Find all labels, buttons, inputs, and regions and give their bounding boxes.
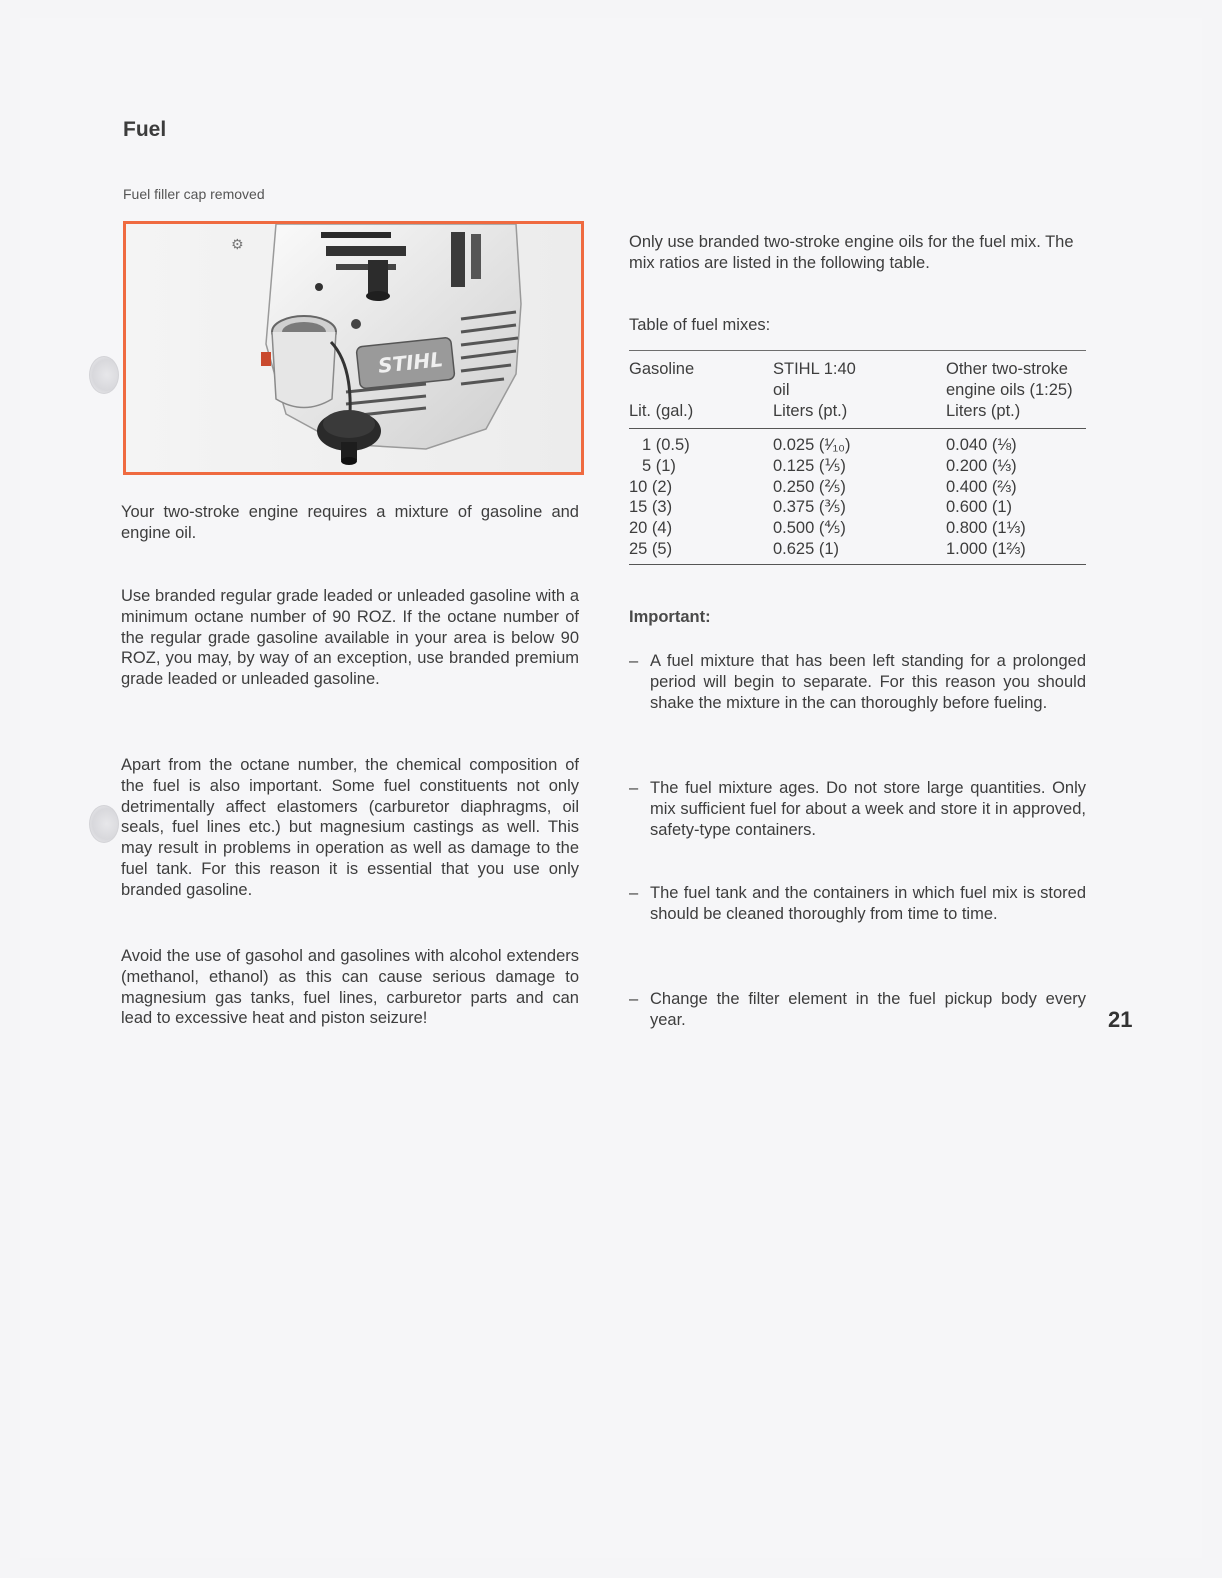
- fuel-cap-photo: [123, 221, 584, 475]
- table-row: [629, 497, 1086, 518]
- stihl-logo: STIHL: [376, 347, 445, 378]
- cell-stihl-oil: 0.250 (⅖): [773, 477, 846, 496]
- cell-other-oil: 1.000 (1⅔): [946, 539, 1026, 558]
- page-title: Fuel: [123, 118, 167, 141]
- cell-other-oil: 0.040 (⅛): [946, 436, 1017, 454]
- bullet-text: Change the filter element in the fuel pickup body every year.: [650, 990, 1086, 1029]
- fuel-mix-table: [629, 350, 1086, 565]
- important-heading: Important:: [629, 608, 711, 626]
- cell-other-oil: 0.400 (⅔): [946, 477, 1017, 496]
- paragraph-octane: Use branded regular grade leaded or unleaded gasoline with a minimum octane number of 90 ROZ. If the octane number of the regular grade gasoline available in your area is below 90 ROZ, you may, by way of an exception, use branded premium grade leaded or unleaded gasoline.: [121, 587, 579, 689]
- binder-hole-top: [89, 356, 119, 394]
- cell-stihl-oil: 0.375 (⅗): [773, 498, 846, 517]
- table-row: [629, 477, 1086, 498]
- cell-other-oil: 0.200 (⅓): [946, 456, 1017, 475]
- table-title: Table of fuel mixes:: [629, 316, 771, 334]
- table-row: [629, 435, 1086, 456]
- cell-gasoline: 10 (2): [629, 477, 673, 496]
- svg-text:⚙: ⚙: [231, 237, 244, 253]
- cell-gasoline: 15 (3): [629, 498, 673, 517]
- paragraph-mixture: Your two-stroke engine requires a mixture of gasoline and engine oil.: [121, 503, 579, 542]
- cell-gasoline: 20 (4): [629, 519, 673, 538]
- cell-stihl-oil: 0.625 (1): [773, 539, 840, 558]
- cell-other-oil: 0.600 (1): [946, 498, 1013, 517]
- list-item: [629, 651, 1086, 713]
- page-number: 21: [1108, 1007, 1133, 1032]
- figure-caption: Fuel filler cap removed: [123, 186, 265, 202]
- paragraph-oil-intro: Only use branded two-stroke engine oils for the fuel mix. The mix ratios are listed in the following table.: [629, 233, 1074, 272]
- table-row: [629, 456, 1086, 477]
- cell-stihl-oil: 0.500 (⅘): [773, 519, 846, 538]
- bullet-dash: –: [629, 990, 639, 1008]
- bullet-dash: –: [629, 884, 639, 902]
- bullet-text: The fuel tank and the containers in which fuel mix is stored should be cleaned thoroughly from time to time.: [650, 884, 1086, 923]
- cell-stihl-oil: 0.125 (⅕): [773, 456, 846, 475]
- table-body: [629, 429, 1086, 564]
- column-header-stihl-oil: STIHL 1:40 oil Liters (pt.): [773, 360, 856, 420]
- cell-other-oil: 0.800 (1⅓): [946, 519, 1026, 538]
- bullet-text: The fuel mixture ages. Do not store large quantities. Only mix sufficient fuel for about a week and store it in approved, safety-type containers.: [650, 779, 1086, 839]
- bullet-dash: –: [629, 779, 639, 797]
- list-item: [629, 778, 1086, 840]
- list-item: [629, 883, 1086, 925]
- bullet-dash: –: [629, 652, 639, 670]
- column-header-gasoline: Gasoline Lit. (gal.): [629, 360, 695, 420]
- bullet-text: A fuel mixture that has been left standing for a prolonged period will begin to separate. For this reason you should shake the mixture in the can thoroughly before fueling.: [650, 652, 1086, 712]
- binder-hole-middle: [89, 805, 119, 843]
- cell-gasoline: 5 (1): [642, 456, 676, 475]
- column-header-other-oils: Other two-stroke engine oils (1:25) Liters (pt.): [946, 360, 1073, 420]
- cell-gasoline: 1 (0.5): [642, 436, 690, 454]
- table-row: [629, 518, 1086, 539]
- table-header-row: [629, 351, 1086, 429]
- paragraph-composition: Apart from the octane number, the chemical composition of the fuel is also important. Some fuel constituents not only detrimentally affect elastomers (carburetor diaphragms, oil seals, fuel lines etc.) but magnesium castings as well. This may result in problems in operation as well as damage to the fuel tank. For this reason it is essential that you use only branded gasoline.: [121, 756, 579, 899]
- paragraph-gasohol: Avoid the use of gasohol and gasolines with alcohol extenders (methanol, ethanol) as this can cause serious damage to magnesium gas tanks, fuel lines, carburetor parts and can lead to excessive heat and piston seizure!: [121, 947, 579, 1028]
- cell-stihl-oil: 0.025 (¹⁄₁₀): [773, 436, 851, 454]
- engine-illustration: [126, 224, 581, 472]
- list-item: [629, 989, 1086, 1031]
- cell-gasoline: 25 (5): [629, 539, 673, 558]
- table-row: [629, 539, 1086, 560]
